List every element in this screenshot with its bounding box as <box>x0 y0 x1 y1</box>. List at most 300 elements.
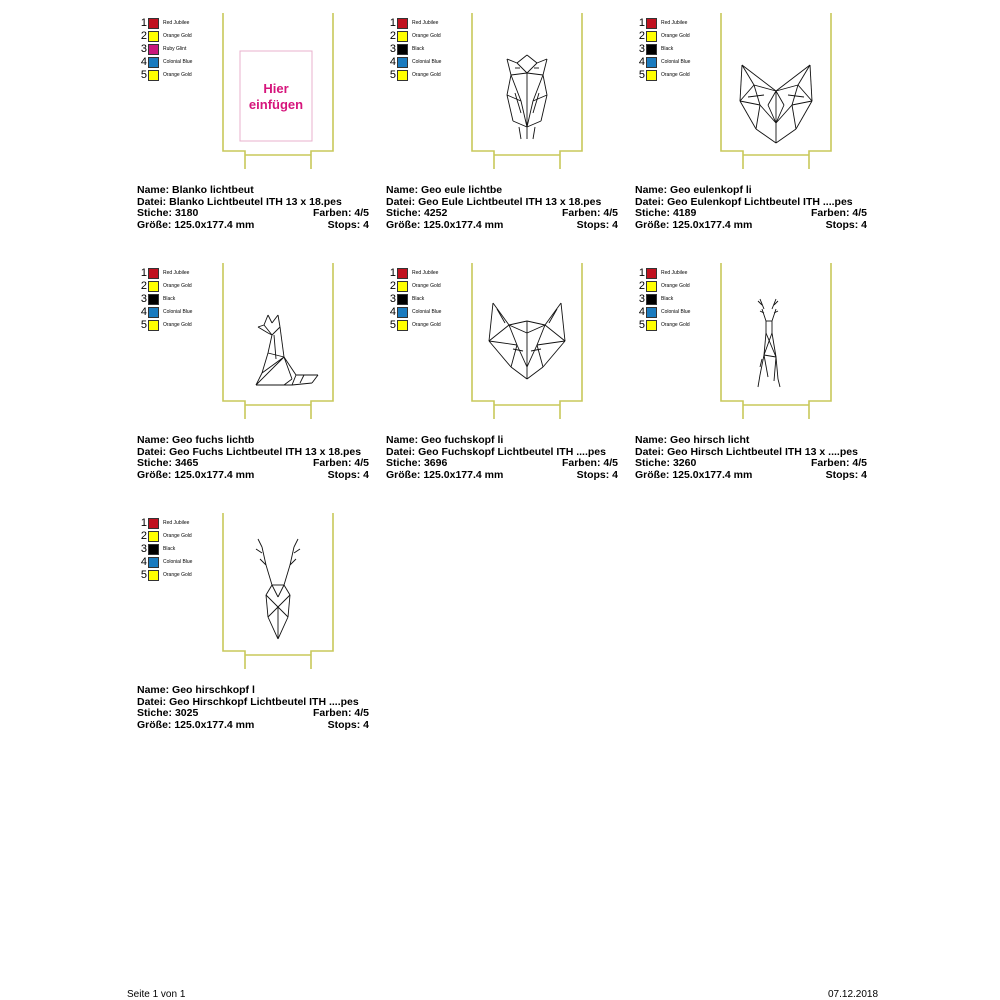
thread-color-swatch <box>646 294 657 305</box>
design-preview <box>717 263 835 419</box>
art-stroke <box>278 315 280 327</box>
design-name-label: Name: <box>635 184 668 196</box>
art-stroke <box>262 357 284 373</box>
thread-color-name: Orange Gold <box>163 322 192 328</box>
thread-color-name: Colonial Blue <box>412 309 442 315</box>
art-stroke <box>545 303 561 325</box>
size-line <box>386 220 618 232</box>
thread-color-item <box>635 43 673 55</box>
design-size-value: 125.0x177.4 mm <box>672 218 753 231</box>
art-stroke <box>266 585 272 595</box>
art-stroke <box>507 75 511 95</box>
art-stroke <box>533 127 535 139</box>
art-stroke <box>489 341 511 367</box>
design-name-label: Name: <box>137 184 170 196</box>
thread-color-name: Black <box>163 546 176 552</box>
thread-number: 5 <box>638 69 645 81</box>
thread-color-swatch <box>646 307 657 318</box>
art-stroke <box>543 59 547 75</box>
art-stroke <box>266 595 278 607</box>
owl-line-art <box>507 55 547 139</box>
thread-color-swatch <box>646 320 657 331</box>
thread-color-name: Orange Gold <box>163 72 192 78</box>
art-stroke <box>740 101 756 129</box>
thread-color-item <box>137 69 192 81</box>
color-count-label: Farben: <box>312 707 352 719</box>
art-stroke <box>798 85 812 101</box>
design-size <box>386 220 503 232</box>
art-stroke <box>489 341 517 345</box>
art-stroke <box>278 617 288 639</box>
thread-number: 2 <box>638 30 645 42</box>
color-count-label: Farben: <box>561 207 601 219</box>
thread-color-name: Red Jubilee <box>412 270 439 276</box>
art-stroke <box>489 303 493 341</box>
thread-color-item <box>635 306 690 318</box>
hoop-outline <box>721 263 831 419</box>
stop-count-label: Stops: <box>825 468 859 481</box>
thread-number: 1 <box>140 17 147 29</box>
art-stroke <box>764 355 768 377</box>
thread-color-name: Orange Gold <box>412 72 441 78</box>
art-stroke <box>268 617 278 639</box>
design-file-value: Geo Fuchs Lichtbeutel ITH 13 x 18.pes <box>169 445 362 458</box>
design-info <box>137 185 369 231</box>
art-stroke <box>788 95 804 97</box>
thread-color-item <box>386 69 441 81</box>
art-stroke <box>268 315 272 323</box>
thread-color-name: Colonial Blue <box>661 59 691 65</box>
art-stroke <box>531 349 541 351</box>
design-size <box>137 220 254 232</box>
stop-count-label: Stops: <box>576 218 610 231</box>
design-name-value: Geo fuchs lichtb <box>172 434 255 446</box>
thread-color-swatch <box>397 320 408 331</box>
thread-color-swatch <box>646 57 657 68</box>
stop-count <box>328 720 369 732</box>
thread-number: 2 <box>140 30 147 42</box>
art-stroke <box>760 105 776 123</box>
thread-color-item <box>137 43 186 55</box>
stitch-count-label: Stiche: <box>137 707 173 719</box>
thread-color-name: Orange Gold <box>163 283 192 289</box>
design-file-label: Datei: <box>137 445 167 458</box>
design-info <box>386 435 618 481</box>
design-card <box>386 267 618 495</box>
art-stroke <box>290 547 294 565</box>
thread-color-swatch <box>148 268 159 279</box>
design-name-value: Geo eulenkopf li <box>670 184 752 196</box>
art-stroke <box>272 585 278 597</box>
thread-number: 4 <box>140 556 147 568</box>
thread-color-name: Orange Gold <box>412 283 441 289</box>
foxhead-line-art <box>489 303 565 379</box>
art-stroke <box>278 595 290 607</box>
art-stroke <box>268 607 278 617</box>
design-name-value: Geo eule lichtbe <box>421 184 503 196</box>
thread-color-name: Orange Gold <box>661 322 690 328</box>
stitch-count-value: 3260 <box>672 457 697 469</box>
design-file-label: Datei: <box>386 195 416 208</box>
thread-color-swatch <box>397 18 408 29</box>
stitch-count-value: 4189 <box>672 207 697 219</box>
thread-color-name: Red Jubilee <box>163 270 190 276</box>
thread-color-swatch <box>148 70 159 81</box>
thread-color-item <box>137 530 192 542</box>
thread-color-name: Colonial Blue <box>412 59 442 65</box>
size-line <box>137 720 369 732</box>
size-line <box>386 470 618 482</box>
art-stroke <box>258 539 262 547</box>
design-size-value: 125.0x177.4 mm <box>423 218 504 231</box>
thread-color-swatch <box>148 57 159 68</box>
thread-color-name: Black <box>412 296 425 302</box>
design-card <box>635 17 867 245</box>
art-stroke <box>740 85 754 101</box>
stitch-count-label: Stiche: <box>386 457 422 469</box>
design-preview <box>219 263 337 419</box>
art-stroke <box>511 345 517 367</box>
art-stroke <box>272 315 278 323</box>
art-stroke <box>561 303 565 341</box>
stop-count-label: Stops: <box>825 218 859 231</box>
stop-count <box>328 470 369 482</box>
thread-color-swatch <box>397 307 408 318</box>
thread-color-item <box>386 306 441 318</box>
design-name-value: Geo hirsch licht <box>670 434 750 446</box>
design-file-value: Geo Fuchskopf Lichtbeutel ITH ....pes <box>418 445 606 458</box>
thread-color-item <box>137 280 192 292</box>
art-stroke <box>274 335 276 359</box>
thread-color-swatch <box>397 57 408 68</box>
stitch-count-value: 3696 <box>423 457 448 469</box>
stop-count-value: 4 <box>363 218 369 231</box>
stop-count-label: Stops: <box>327 468 361 481</box>
design-size-label: Größe: <box>137 218 172 231</box>
thread-number: 3 <box>638 293 645 305</box>
color-count-value: 4/5 <box>354 457 369 469</box>
thread-color-item <box>635 319 690 331</box>
thread-color-item <box>386 56 441 68</box>
design-size <box>635 220 752 232</box>
art-stroke <box>507 59 511 75</box>
thread-color-swatch <box>646 70 657 81</box>
stop-count-value: 4 <box>861 218 867 231</box>
thread-color-swatch <box>148 31 159 42</box>
size-line <box>137 220 369 232</box>
thread-color-item <box>137 517 189 529</box>
art-stroke <box>796 101 812 129</box>
art-stroke <box>256 357 284 385</box>
thread-number: 4 <box>140 306 147 318</box>
art-stroke <box>284 379 292 385</box>
thread-number: 2 <box>389 30 396 42</box>
stop-count <box>328 220 369 232</box>
art-stroke <box>300 375 304 383</box>
owlhead-line-art <box>740 65 812 143</box>
thread-color-item <box>386 293 424 305</box>
art-stroke <box>284 565 290 585</box>
thread-color-item <box>635 293 673 305</box>
design-name-value: Blanko lichtbeut <box>172 184 254 196</box>
design-name-value: Geo fuchskopf li <box>421 434 504 446</box>
thread-color-item <box>386 280 441 292</box>
thread-number: 3 <box>389 43 396 55</box>
art-stroke <box>764 355 776 357</box>
art-stroke <box>792 85 798 105</box>
design-card <box>386 17 618 245</box>
thread-number: 5 <box>140 69 147 81</box>
design-file-value: Geo Eule Lichtbeutel ITH 13 x 18.pes <box>418 195 602 208</box>
thread-color-swatch <box>148 320 159 331</box>
art-stroke <box>294 549 300 553</box>
design-name-label: Name: <box>635 434 668 446</box>
art-stroke <box>521 101 527 127</box>
thread-color-name: Colonial Blue <box>163 309 193 315</box>
stop-count-label: Stops: <box>576 468 610 481</box>
placeholder-text: einfügen <box>248 97 304 112</box>
thread-number: 1 <box>638 267 645 279</box>
thread-color-name: Black <box>661 296 674 302</box>
thread-color-swatch <box>646 44 657 55</box>
thread-color-item <box>635 69 690 81</box>
art-stroke <box>519 127 521 139</box>
thread-number: 2 <box>638 280 645 292</box>
design-card <box>137 517 369 745</box>
thread-color-swatch <box>397 44 408 55</box>
design-file-label: Datei: <box>137 195 167 208</box>
thread-color-swatch <box>148 570 159 581</box>
design-preview <box>219 513 337 669</box>
thread-color-swatch <box>148 281 159 292</box>
design-preview <box>717 13 835 169</box>
art-stroke <box>740 65 742 101</box>
art-stroke <box>776 91 784 105</box>
thread-color-item <box>386 319 441 331</box>
art-stroke <box>768 105 776 123</box>
stitch-count-value: 4252 <box>423 207 448 219</box>
thread-color-item <box>386 30 441 42</box>
thread-color-swatch <box>397 70 408 81</box>
thread-number: 4 <box>389 306 396 318</box>
art-stroke <box>266 565 272 585</box>
design-card <box>635 267 867 495</box>
stitch-count-label: Stiche: <box>635 457 671 469</box>
art-stroke <box>543 75 547 95</box>
art-stroke <box>776 65 810 91</box>
stitch-count-value: 3180 <box>174 207 199 219</box>
thread-number: 4 <box>638 306 645 318</box>
design-size-label: Größe: <box>137 718 172 731</box>
thread-color-name: Ruby Glint <box>163 46 187 52</box>
thread-color-swatch <box>646 268 657 279</box>
design-name-label: Name: <box>137 434 170 446</box>
art-stroke <box>262 547 266 565</box>
art-stroke <box>527 73 543 75</box>
thread-color-swatch <box>646 281 657 292</box>
thread-number: 1 <box>389 17 396 29</box>
art-stroke <box>756 105 760 129</box>
design-info <box>635 185 867 231</box>
stop-count-value: 4 <box>612 468 618 481</box>
art-stroke <box>489 325 509 341</box>
art-stroke <box>792 101 812 105</box>
art-stroke <box>507 59 517 63</box>
design-name-value: Geo hirschkopf l <box>172 684 255 696</box>
design-name-label: Name: <box>386 184 419 196</box>
thread-color-swatch <box>148 18 159 29</box>
design-card <box>137 17 369 245</box>
art-stroke <box>256 549 262 553</box>
design-size-value: 125.0x177.4 mm <box>423 468 504 481</box>
thread-color-swatch <box>148 518 159 529</box>
design-card <box>137 267 369 495</box>
art-stroke <box>537 59 547 63</box>
design-size <box>635 470 752 482</box>
design-file-label: Datei: <box>635 195 665 208</box>
art-stroke <box>533 93 539 113</box>
design-name-label: Name: <box>137 684 170 696</box>
thread-color-swatch <box>397 281 408 292</box>
art-stroke <box>774 357 776 381</box>
art-stroke <box>258 325 264 327</box>
thread-color-item <box>137 306 192 318</box>
thread-color-item <box>635 30 690 42</box>
thread-color-item <box>635 56 690 68</box>
art-stroke <box>772 333 776 357</box>
art-stroke <box>776 357 778 379</box>
art-stroke <box>312 375 318 383</box>
thread-number: 3 <box>389 293 396 305</box>
art-stroke <box>776 105 792 123</box>
art-stroke <box>768 91 776 105</box>
color-count-label: Farben: <box>810 207 850 219</box>
art-stroke <box>264 315 268 325</box>
thread-color-item <box>386 43 424 55</box>
stitch-count-label: Stiche: <box>635 207 671 219</box>
art-stroke <box>292 383 312 385</box>
color-count-value: 4/5 <box>603 457 618 469</box>
thread-color-swatch <box>646 31 657 42</box>
thread-number: 5 <box>638 319 645 331</box>
art-stroke <box>762 309 766 321</box>
page-number: Seite 1 von 1 <box>127 989 186 1000</box>
thread-color-name: Orange Gold <box>163 33 192 39</box>
art-stroke <box>256 373 262 385</box>
thread-color-name: Colonial Blue <box>661 309 691 315</box>
fox-line-art <box>256 315 318 385</box>
art-stroke <box>545 325 565 341</box>
art-stroke <box>742 65 776 91</box>
design-file-value: Geo Hirsch Lichtbeutel ITH 13 x ....pes <box>667 445 858 458</box>
design-file-label: Datei: <box>635 445 665 458</box>
thread-color-swatch <box>397 268 408 279</box>
art-stroke <box>776 129 796 143</box>
thread-number: 5 <box>140 319 147 331</box>
thread-number: 1 <box>389 267 396 279</box>
art-stroke <box>549 309 557 323</box>
thread-color-swatch <box>148 44 159 55</box>
art-stroke <box>541 95 547 121</box>
thread-color-name: Colonial Blue <box>163 559 193 565</box>
art-stroke <box>798 65 810 85</box>
thread-color-item <box>635 267 687 279</box>
thread-color-swatch <box>148 557 159 568</box>
art-stroke <box>543 341 565 367</box>
stop-count <box>826 220 867 232</box>
thread-color-swatch <box>148 531 159 542</box>
thread-number: 5 <box>140 569 147 581</box>
art-stroke <box>294 539 298 547</box>
thread-color-name: Red Jubilee <box>661 270 688 276</box>
art-stroke <box>292 375 296 385</box>
art-stroke <box>754 85 760 105</box>
stop-count-value: 4 <box>363 718 369 731</box>
color-count-label: Farben: <box>561 457 601 469</box>
stop-count-value: 4 <box>363 468 369 481</box>
thread-color-item <box>137 569 192 581</box>
thread-number: 3 <box>638 43 645 55</box>
design-file-value: Blanko Lichtbeutel ITH 13 x 18.pes <box>169 195 342 208</box>
art-stroke <box>527 121 541 127</box>
thread-color-item <box>386 17 438 29</box>
design-info <box>137 435 369 481</box>
thread-color-name: Colonial Blue <box>163 59 193 65</box>
thread-number: 1 <box>140 267 147 279</box>
stop-count-label: Stops: <box>327 718 361 731</box>
stitch-count-label: Stiche: <box>137 207 173 219</box>
color-count-label: Farben: <box>810 457 850 469</box>
thread-number: 5 <box>389 69 396 81</box>
placeholder-frame <box>240 51 312 141</box>
thread-color-name: Red Jubilee <box>661 20 688 26</box>
art-stroke <box>284 585 290 595</box>
design-size <box>137 720 254 732</box>
art-stroke <box>537 345 543 367</box>
deerhead-line-art <box>256 539 300 639</box>
stop-count-label: Stops: <box>327 218 361 231</box>
hoop-outline <box>223 263 333 419</box>
stop-count <box>826 470 867 482</box>
thread-color-item <box>137 56 192 68</box>
art-stroke <box>758 375 760 387</box>
thread-number: 3 <box>140 293 147 305</box>
art-stroke <box>515 93 521 113</box>
thread-number: 2 <box>140 530 147 542</box>
thread-color-name: Orange Gold <box>163 533 192 539</box>
thread-number: 2 <box>389 280 396 292</box>
stitch-count-label: Stiche: <box>137 457 173 469</box>
thread-color-item <box>137 556 192 568</box>
art-stroke <box>509 321 527 325</box>
art-stroke <box>278 607 288 617</box>
art-stroke <box>810 65 812 101</box>
art-stroke <box>288 595 290 617</box>
design-info <box>386 185 618 231</box>
art-stroke <box>742 65 754 85</box>
thread-color-item <box>137 543 175 555</box>
print-date: 07.12.2018 <box>828 989 879 1000</box>
design-size-label: Größe: <box>386 468 421 481</box>
stop-count <box>577 470 618 482</box>
hoop-outline <box>223 513 333 669</box>
thread-color-item <box>137 293 175 305</box>
size-line <box>635 470 867 482</box>
art-stroke <box>792 105 796 129</box>
thread-color-name: Orange Gold <box>163 572 192 578</box>
art-stroke <box>537 341 565 345</box>
design-size-label: Größe: <box>635 468 670 481</box>
